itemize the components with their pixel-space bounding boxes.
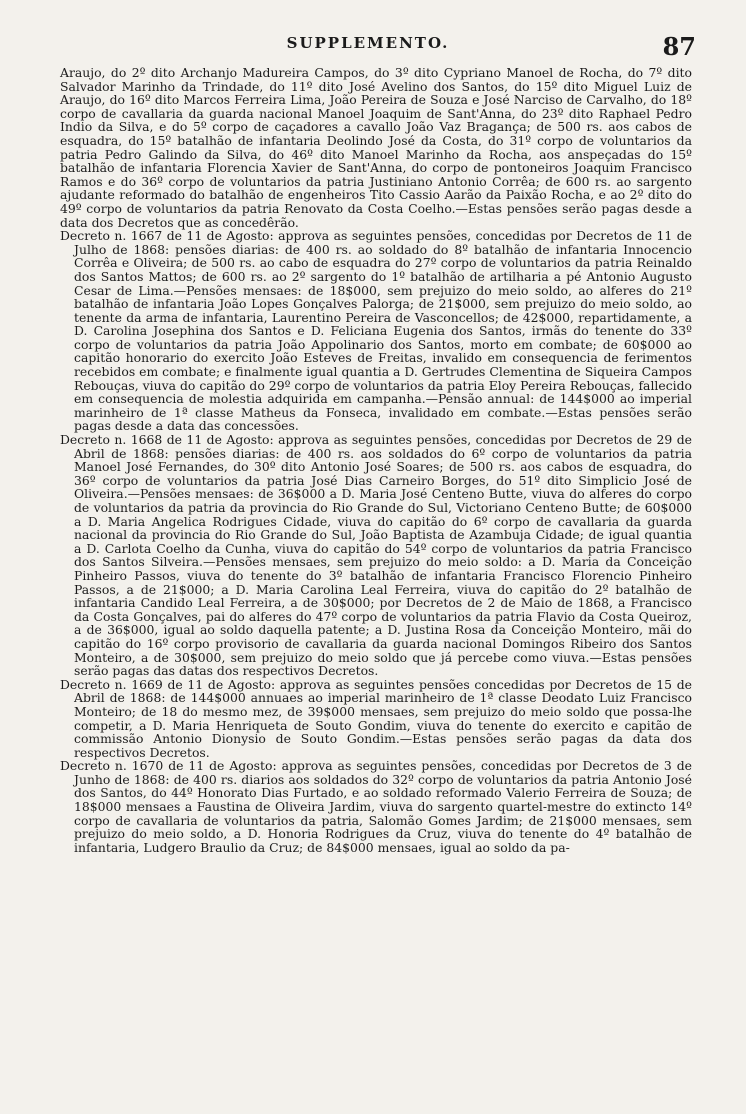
paragraph-decreto-1668: Decreto n. 1668 de 11 de Agosto: approva as seguintes pensões, concedidas por Decretos de 29 de Abril de 1868: pensões diarias: de 400 rs. aos soldados do 6º corpo de voluntarios da patria Manoel José Fernandes, do 30º dito Antonio José Soares; de 500 rs. aos cabos de esquadra, do 36º corpo de voluntarios da patria José Dias Carneiro Borges, do 51º dito Simplicio José de Oliveira.—Pensões mensaes: de 36$000 a D. Maria José Centeno Butte, viuva do alferes do corpo de voluntarios da patria da provincia do Rio Grande do Sul, Victoriano Centeno Butte; de 60$000 a D. Maria Angelica Rodrigues Cidade, viuva do capitão do 6º corpo de cavallaria da guarda nacional da provincia do Rio Grande do Sul, João Baptista de Azambuja Cidade; de igual quantia a D. Carlota Coelho da Cunha, viuva do capitão do 54º corpo de voluntarios da patria Francisco dos Santos Silveira.—Pensões mensaes, sem prejuizo do meio soldo: a D. Maria da Conceição Pinheiro Passos, viuva do tenente do 3º batalhão de infantaria Francisco Florencio Pinheiro Passos, a de 21$000; a D. Maria Carolina Leal Ferreira, viuva do capitão do 2º batalhão de infantaria Candido Leal Ferreira, a de 30$000; por Decretos de 2 de Maio de 1868, a Francisco da Costa Gonçalves, pai do alferes do 47º corpo de voluntarios da patria Flavio da Costa Queiroz, a de 36$000, igual ao soldo daquella patente; a D. Justina Rosa da Conceição Monteiro, mãi do capitão do 16º corpo provisorio de cavallaria da guarda nacional Domingos Ribeiro dos Santos Monteiro, a de 30$000, sem prejuizo do meio soldo que já percebe como viuva.—Estas pensões serão pagas das datas dos respectivos Decretos. bbox=[60, 432, 692, 679]
body-text bbox=[60, 66, 692, 854]
paragraph-decreto-1669: Decreto n. 1669 de 11 de Agosto: approva as seguintes pensões concedidas por Decretos de 15 de Abril de 1868: de 144$000 annuaes ao imperial marinheiro de 1ª classe Deodato Luiz Francisco Monteiro; de 18 do mesmo mez, de 39$000 mensaes, sem prejuizo do meio soldo que possa-lhe competir, a D. Maria Henriqueta de Souto Gondim, viuva do tenente do exercito e capitão de commissão Antonio Dionysio de Souto Gondim.—Estas pensões serão pagas da data dos respectivos Decretos. bbox=[60, 676, 692, 760]
page-header bbox=[40, 32, 696, 66]
paragraph-decreto-1667: Decreto n. 1667 de 11 de Agosto: approva as seguintes pensões, concedidas por Decretos de 11 de Julho de 1868: pensões diarias: de 400 rs. ao soldado do 8º batalhão de infantaria Innocencio Corrêa e Oliveira; de 500 rs. ao cabo de esquadra do 27º corpo de voluntarios da patria Reinaldo dos Santos Mattos; de 600 rs. ao 2º sargento do 1º batalhão de artilharia a pé Antonio Augusto Cesar de Lima.—Pensões mensaes: de 18$000, sem prejuizo do meio soldo, ao alferes do 21º batalhão de infantaria João Lopes Gonçalves Palorga; de 21$000, sem prejuizo do meio soldo, ao tenente da arma de infantaria, Laurentino Pereira de Vasconcellos; de 42$000, repartidamente, a D. Carolina Josephina dos Santos e D. Feliciana Eugenia dos Santos, irmãs do tenente do 33º corpo de voluntarios da patria João Appolinario dos Santos, morto em combate; de 60$000 ao capitão honorario do exercito João Esteves de Freitas, invalido em consequencia de ferimentos recebidos em combate; e finalmente igual quantia a D. Gertrudes Clementina de Siqueira Campos Rebouças, viuva do capitão do 29º corpo de voluntarios da patria Eloy Pereira Rebouças, fallecido em consequencia de molestia adquirida em campanha.—Pensão annual: de 144$000 ao imperial marinheiro de 1ª classe Matheus da Fonseca, invalidado em combate.—Estas pensões serão pagas desde a data das concessões. bbox=[60, 228, 692, 434]
running-title: SUPPLEMENTO. bbox=[286, 34, 450, 52]
paragraph-decreto-1670: Decreto n. 1670 de 11 de Agosto: approva as seguintes pensões, concedidas por Decretos de 3 de Junho de 1868: de 400 rs. diarios aos soldados do 32º corpo de voluntarios da patria Antonio José dos Santos, do 44º Honorato Dias Furtado, e ao soldado reformado Valerio Ferreira de Souza; de 18$000 mensaes a Faustina de Oliveira Jardim, viuva do sargento quartel-mestre do extincto 14º corpo de cavallaria de voluntarios da patria, Salomão Gomes Jardim; de 21$000 mensaes, sem prejuizo do meio soldo, a D. Honoria Rodrigues da Cruz, viuva do tenente do 4º batalhão de infantaria, Ludgero Braulio da Cruz; de 84$000 mensaes, igual ao soldo da pa- bbox=[60, 758, 692, 855]
page-number: 87 bbox=[662, 32, 696, 61]
paragraph-continuation: Araujo, do 2º dito Archanjo Madureira Campos, do 3º dito Cypriano Manoel de Rocha, do 7º dito Salvador Marinho da Trindade, do 11º dito José Avelino dos Santos, do 15º dito Miguel Luiz de Araujo, do 16º dito Marcos Ferreira Lima, João Pereira de Souza e José Narciso de Carvalho, do 18º corpo de cavallaria da guarda nacional Manoel Joaquim de Sant'Anna, do 23º dito Raphael Pedro Indio da Silva, e do 5º corpo de caçadores a cavallo João Vaz Bragança; de 500 rs. aos cabos de esquadra, do 15º batalhão de infantaria Deolindo José da Costa, do 31º corpo de voluntarios da patria Pedro Galindo da Silva, do 46º dito Manoel Marinho da Rocha, aos anspeçadas do 15º batalhão de infantaria Florencia Xavier de Sant'Anna, do corpo de pontoneiros Joaquim Francisco Ramos e do 36º corpo de voluntarios da patria Justiniano Antonio Corrêa; de 600 rs. ao sargento ajudante reformado do batalhão de engenheiros Tito Cassio Aarão da Paixão Rocha, e ao 2º dito do 49º corpo de voluntarios da patria Renovato da Costa Coelho.—Estas pensões serão pagas desde a data dos Decretos que as concedêrão. bbox=[60, 65, 692, 230]
